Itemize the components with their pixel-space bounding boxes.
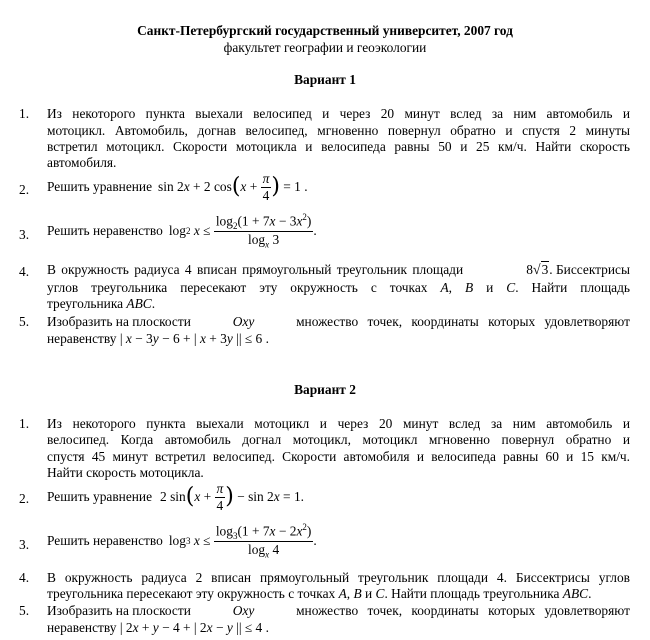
- v1-problem-4-line-1-text: В окружность радиуса 4 вписан прямоугольный треугольник площади: [47, 262, 464, 277]
- v2-problem-3-number: 3.: [19, 537, 30, 552]
- v2-problem-5-number: 5.: [19, 603, 30, 618]
- v2-problem-3-inequality: log 3 x ≤ $\frac{\log_3(1 + 7x - 2x^2)}{\log_x 4}$ .: [168, 521, 317, 560]
- faculty-subtitle: факультет географии и геоэкологии: [223, 40, 427, 55]
- v1-problem-5-line-1: [47, 314, 630, 330]
- v1-problem-1-line-1: Из некоторого пункта выехали велосипед и через 20 минут вслед за ним автомобиль и: [47, 106, 630, 121]
- v2-problem-1-line-3: спустя 45 минут встретил велосипед. Скорости автомобиля и велосипеда равны 60 и 15 км/ч.: [47, 449, 630, 464]
- v2-problem-1-number: 1.: [19, 416, 30, 431]
- v2-problem-4-line-1: В окружность радиуса 2 вписан прямоугольный треугольник площади 4. Биссектрисы углов: [47, 570, 630, 585]
- v1-problem-4-area: 8√3. Биссектрисы: [526, 262, 630, 278]
- v1-problem-2: [47, 170, 308, 204]
- v1-problem-5-line-2-text: неравенству: [47, 331, 117, 346]
- v1-problem-2-number: 2.: [19, 182, 30, 197]
- v2-problem-5-plane: Oxy: [232, 603, 255, 618]
- v2-problem-2-equation: 2 sin ( x + $\frac{\pi}{4}$ ) − sin 2 x = 1.: [160, 481, 304, 513]
- v2-problem-2-text: Решить уравнение: [47, 489, 153, 504]
- university-header: Санкт-Петербургский государственный университет, 2007 год: [137, 23, 513, 38]
- v2-problem-5-line-1: [47, 603, 630, 619]
- v1-problem-5-line-2: [47, 331, 269, 347]
- v1-problem-1-line-3: встретил мотоцикл. Скорости мотоцикла и велосипеда равны 50 и 25 км/ч. Найти скорость: [47, 139, 630, 154]
- v1-problem-3-text: Решить неравенство: [47, 223, 163, 238]
- v1-problem-1-line-4: автомобиля.: [47, 155, 117, 170]
- v2-problem-4-line-2: треугольника пересекают эту окружность с точках A, B и C. Найти площадь треугольника ABC.: [47, 586, 592, 601]
- v2-problem-4-line-2-text: треугольника пересекают эту окружность с точках: [47, 586, 336, 601]
- v1-problem-1-line-2: мотоцикл. Автомобиль, догнав велосипед, мгновенно повернул обратно и спустя 2 минуты: [47, 123, 630, 138]
- v1-problem-4-line-1: [47, 262, 630, 279]
- v1-problem-4-line-3-text: треугольника: [47, 296, 124, 311]
- v2-problem-2-number: 2.: [19, 491, 30, 506]
- v2-problem-5-line-2: [47, 620, 269, 636]
- v2-problem-3: [47, 520, 317, 562]
- v1-problem-5-number: 5.: [19, 314, 30, 329]
- v1-problem-1-number: 1.: [19, 106, 30, 121]
- variant-1-title: Вариант 1: [294, 72, 356, 87]
- v1-problem-3-inequality: log 2 x ≤ $\frac{\log_2(1 + 7x - 3x^2)}{\log_x 3}$ .: [168, 211, 317, 250]
- v2-problem-1-line-2: велосипед. Когда автомобиль догнал мотоцикл, мотоцикл мгновенно повернул обратно и: [47, 432, 630, 447]
- v2-problem-1-line-4: Найти скорость мотоцикла.: [47, 465, 204, 480]
- variant-2-title: Вариант 2: [294, 382, 356, 397]
- v1-problem-5-plane: Oxy: [232, 314, 255, 329]
- v1-problem-3-number: 3.: [19, 227, 30, 242]
- v1-problem-4-number: 4.: [19, 264, 30, 279]
- v1-problem-4-line-3: треугольника ABC.: [47, 296, 156, 311]
- v2-problem-5-line-2-text: неравенству: [47, 620, 117, 635]
- v2-problem-3-text: Решить неравенство: [47, 533, 163, 548]
- v1-problem-2-text: Решить уравнение: [47, 179, 153, 194]
- v2-problem-5-line-1b-text: множество точек, координаты которых удовлетворяют: [296, 603, 630, 618]
- v1-problem-2-equation: sin 2 x + 2 cos ( x + $\frac{\pi}{4}$ ) = 1 .: [158, 171, 308, 203]
- v1-problem-5-line-1-text: Изобразить на плоскости: [47, 314, 191, 329]
- v2-problem-2: [47, 480, 304, 514]
- v1-problem-3: [47, 210, 317, 252]
- v1-problem-5-inequality: | x − 3y − 6 + | x + 3y || ≤ 6 .: [119, 331, 269, 346]
- v2-problem-1-line-1: Из некоторого пункта выехали мотоцикл и через 20 минут вслед за ним автомобиль и: [47, 416, 630, 431]
- v1-problem-4-line-2-text: углов треугольника пересекают эту окружность с точках: [47, 280, 428, 295]
- v2-problem-5-inequality: | 2x + y − 4 + | 2x − y || ≤ 4 .: [119, 620, 269, 635]
- v2-problem-5-line-1-text: Изобразить на плоскости: [47, 603, 191, 618]
- v1-problem-5-line-1b-text: множество точек, координаты которых удовлетворяют: [296, 314, 630, 329]
- v2-problem-4-number: 4.: [19, 570, 30, 585]
- v1-problem-4-line-2: углов треугольника пересекают эту окружность с точках A, B и C. Найти площадь: [47, 280, 630, 295]
